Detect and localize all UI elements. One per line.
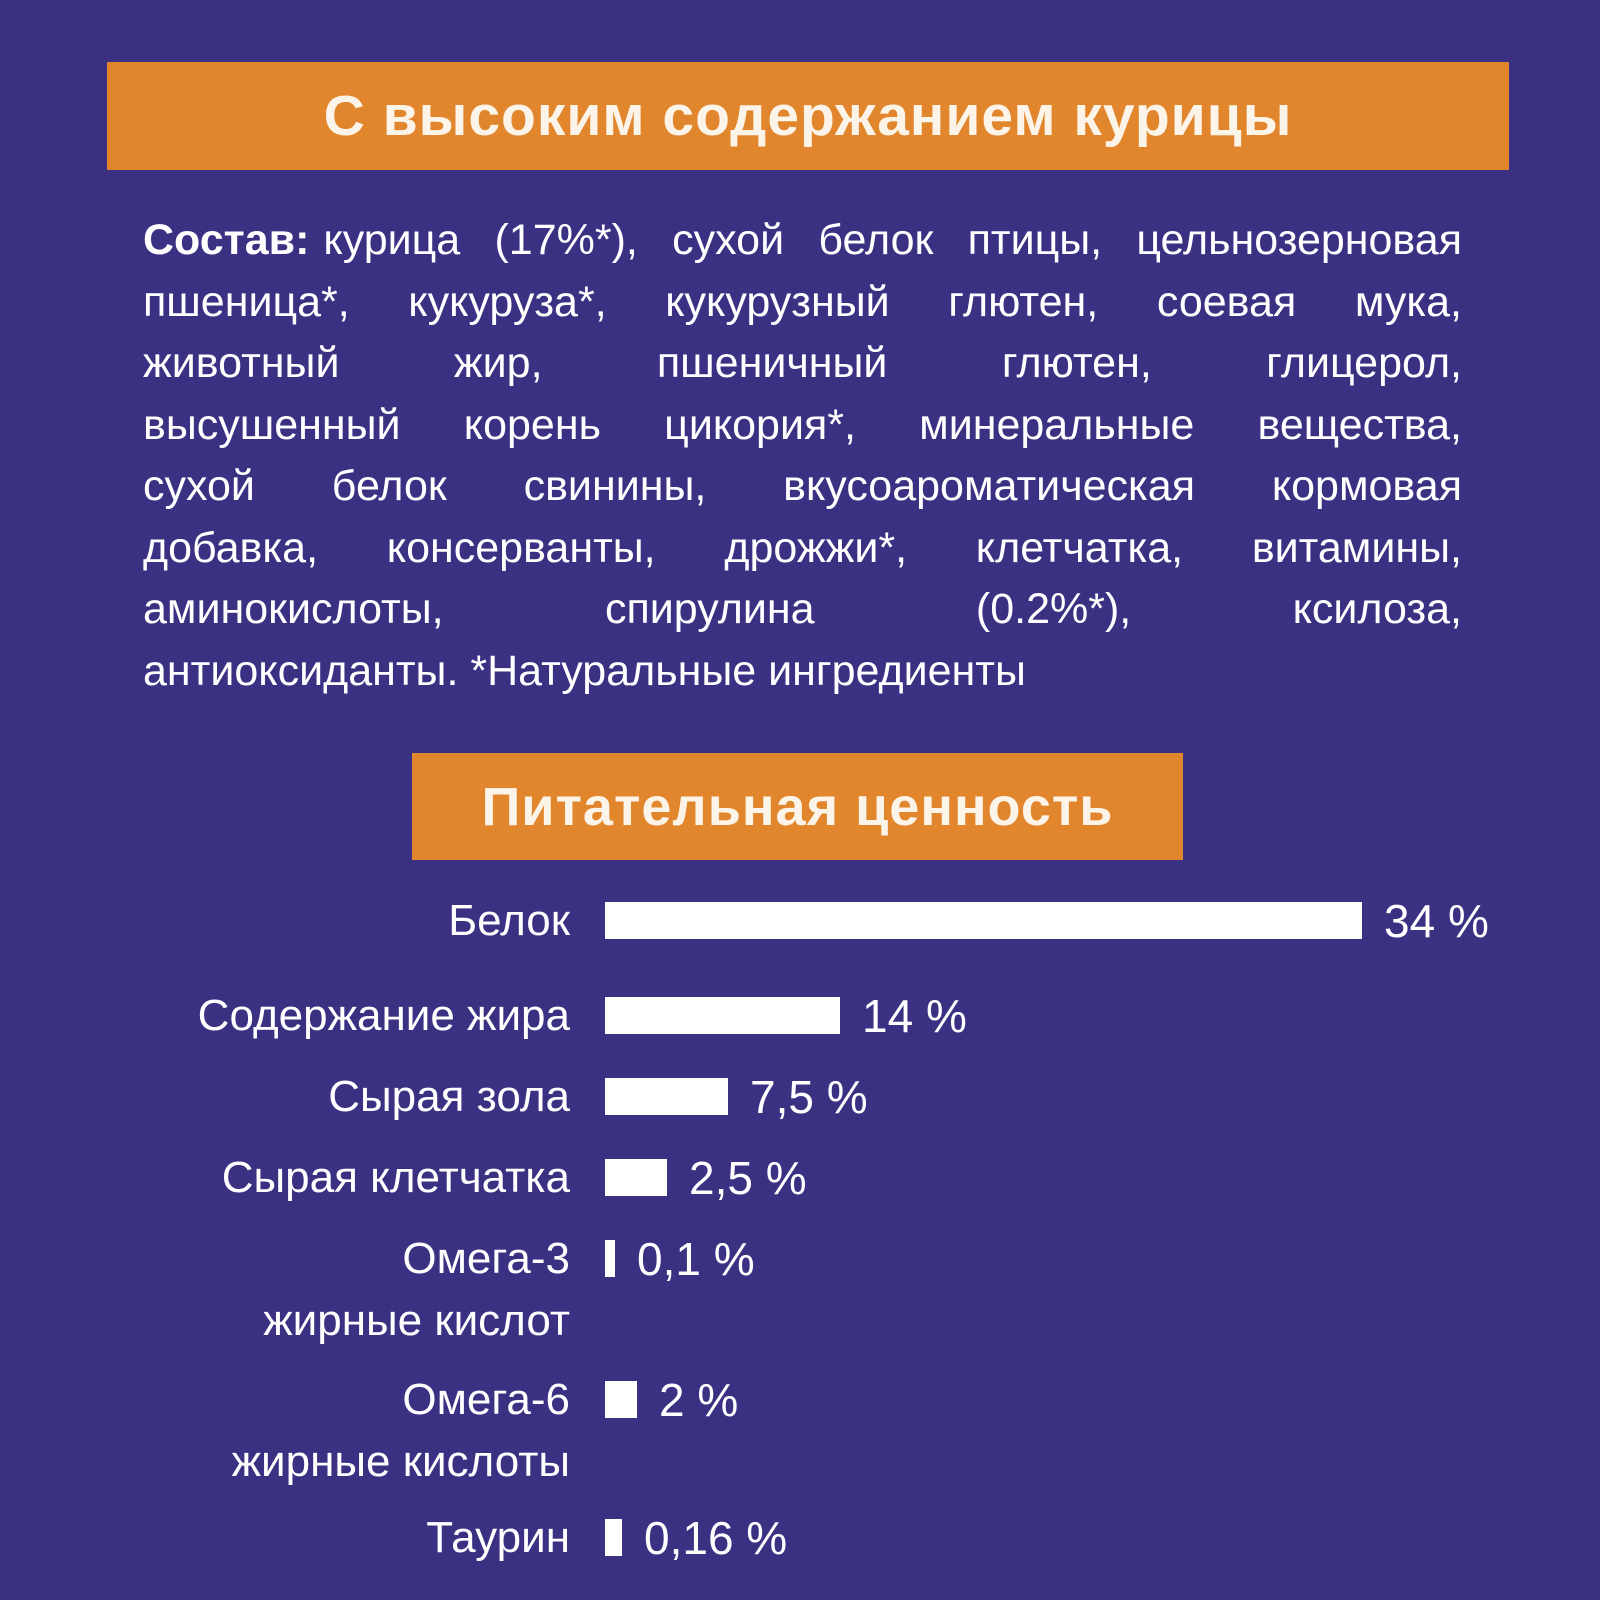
- chart-row-protein: [110, 890, 1489, 952]
- ingredients-line: [143, 210, 1462, 272]
- bar: [605, 1159, 667, 1196]
- row-label: Сырая клетчатка: [221, 1153, 570, 1202]
- value-label: 0,1 %: [637, 1233, 755, 1285]
- ingredients-line: антиоксиданты. *Натуральные ингредиенты: [143, 646, 1026, 695]
- chart-row-fiber: [110, 1147, 807, 1209]
- row-label: Омега-6 жирные кислоты: [231, 1375, 570, 1486]
- value-label: 34 %: [1384, 895, 1489, 947]
- ingredients-line: добавка, консерванты, дрожжи*, клетчатка, витамины,: [143, 523, 1462, 572]
- nutrition-banner-label: Питательная ценность: [481, 776, 1114, 837]
- row-label: Сырая зола: [328, 1072, 570, 1121]
- ingredients-line: сухой белок свинины, вкусоароматическая кормовая: [143, 462, 1462, 510]
- chart-row-omega3: [110, 1228, 755, 1352]
- chart-row-fat: [110, 985, 967, 1047]
- value-label: 0,16 %: [644, 1512, 788, 1564]
- row-label: Омега-3 жирные кислот: [263, 1234, 570, 1345]
- claim-banner-label: С высоким содержанием курицы: [323, 84, 1293, 148]
- bar: [605, 1078, 728, 1115]
- chart-row-ash: [110, 1066, 868, 1128]
- ingredients-section: [143, 210, 1462, 702]
- row-label: Содержание жира: [197, 991, 570, 1040]
- value-label: 7,5 %: [750, 1071, 868, 1123]
- bar: [605, 1381, 637, 1418]
- ingredients-line: животный жир, пшеничный глютен, глицерол,: [143, 339, 1462, 387]
- row-label: Таурин: [426, 1513, 570, 1562]
- chart-row-taurine: [110, 1507, 787, 1569]
- nutrition-banner: [412, 753, 1183, 860]
- ingredients-line: аминокислоты, спирулина (0.2%*), ксилоза,: [143, 585, 1462, 633]
- bar: [605, 1519, 622, 1556]
- value-label: 2 %: [659, 1374, 739, 1426]
- ingredients-heading: Состав:: [143, 216, 310, 264]
- value-label: 2,5 %: [689, 1152, 807, 1204]
- value-label: 14 %: [862, 990, 967, 1042]
- claim-banner: [107, 62, 1509, 170]
- bar: [605, 997, 840, 1034]
- ingredients-line: пшеница*, кукуруза*, кукурузный глютен, соевая мука,: [143, 277, 1462, 326]
- ingredients-line-text: курица (17%*), сухой белок птицы, цельнозерновая: [323, 216, 1462, 264]
- ingredients-line: высушенный корень цикория*, минеральные вещества,: [143, 400, 1462, 449]
- bar: [605, 1240, 615, 1277]
- chart-row-omega6: [110, 1369, 738, 1493]
- bar: [605, 902, 1362, 939]
- row-label: Белок: [448, 896, 570, 945]
